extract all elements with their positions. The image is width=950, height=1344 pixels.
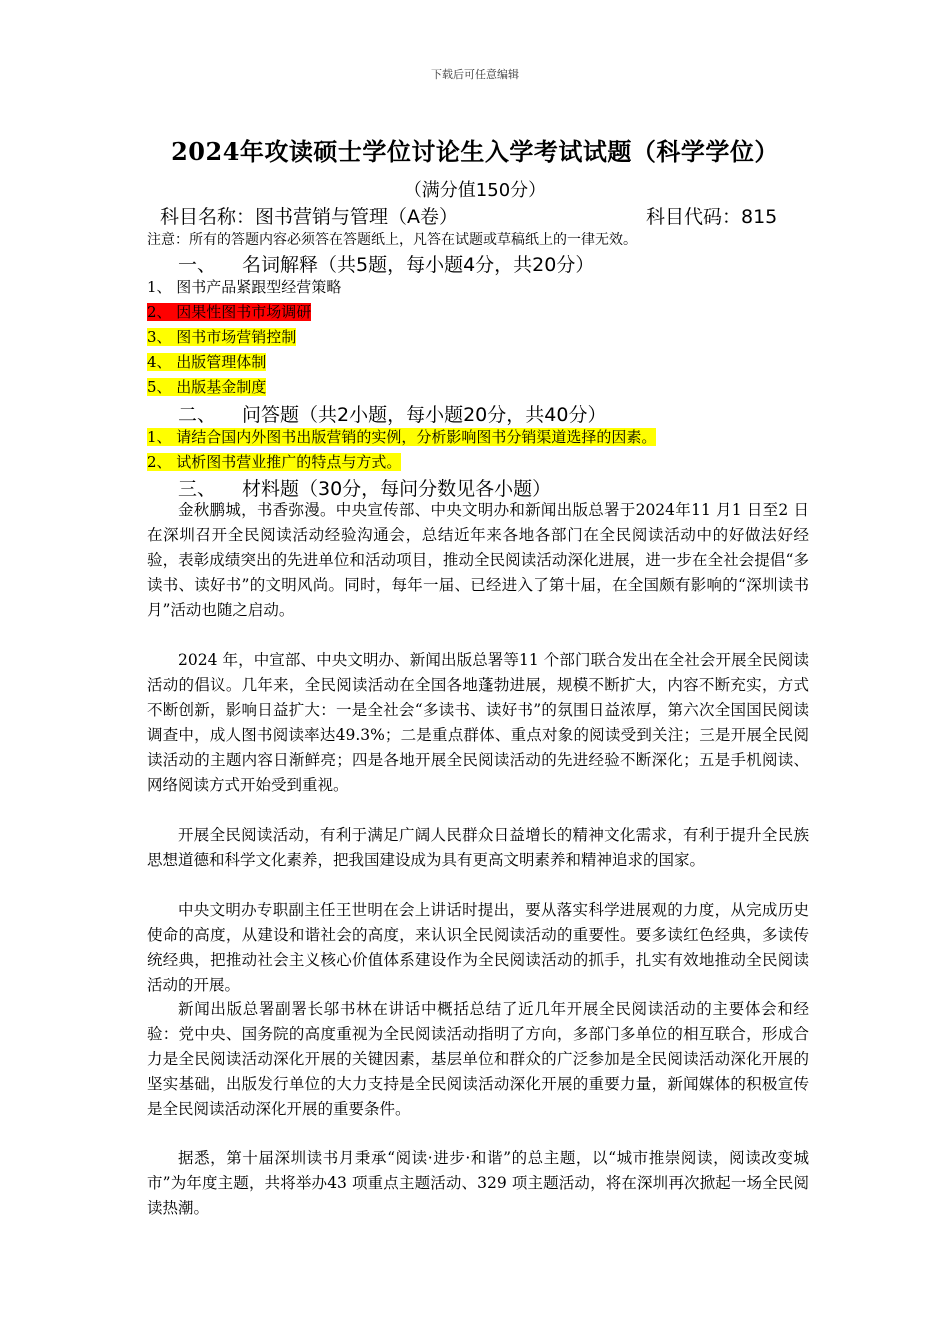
section1-number: 一、 bbox=[178, 254, 217, 276]
section3-number: 三、 bbox=[178, 478, 217, 500]
section1-heading bbox=[178, 250, 594, 277]
exam-notice: 注意：所有的答题内容必须答在答题纸上，凡答在试题或草稿纸上的一律无效。 bbox=[147, 232, 637, 248]
question-1-highlight: 分析影响图书分销渠道选择的因素。 bbox=[416, 428, 657, 446]
material-paragraph-1: 金秋鹏城，书香弥漫。中央宣传部、中央文明办和新闻出版总署于2024年11 月1 日至2 日在深圳召开全民阅读活动经验沟通会，总结近年来各地各部门在全民阅读活动中的好做法好经验，表彰成绩突出的先进单位和活动项目，推动全民阅读活动深化进展，进一步在全社会提倡“多读书、读好书”的文明风尚。同时，每年一届、已经进入了第十届，在全国颇有影响的“深圳读书月”活动也随之启动。 bbox=[147, 501, 809, 619]
subject-line bbox=[160, 202, 800, 229]
term-item-5-text: 5、 出版基金制度 bbox=[147, 378, 267, 396]
question-1 bbox=[147, 426, 656, 447]
question-2 bbox=[147, 451, 401, 472]
term-item-4-text: 4、 出版管理体制 bbox=[147, 353, 267, 371]
question-2-text: 2、 试析图书营业推广的特点与方式。 bbox=[147, 453, 402, 471]
page-header-note: 下载后可任意编辑 bbox=[431, 68, 519, 81]
subject-code: 科目代码：815 bbox=[646, 206, 778, 228]
full-score: （满分值150分） bbox=[403, 180, 547, 201]
exam-title: 2024年攻读硕士学位讨论生入学考试试题（科学学位） bbox=[171, 137, 779, 166]
material-paragraph-3: 开展全民阅读活动，有利于满足广阔人民群众日益增长的精神文化需求，有利于提升全民族思想道德和科学文化素养，把我国建设成为具有更高文明素养和精神追求的国家。 bbox=[147, 826, 809, 869]
term-item-3-text: 3、 图书市场营销控制 bbox=[147, 328, 297, 346]
material-paragraph-5: 新闻出版总署副署长邬书林在讲话中概括总结了近几年开展全民阅读活动的主要体会和经验：党中央、国务院的高度重视为全民阅读活动指明了方向，多部门多单位的相互联合，形成合力是全民阅读活动深化开展的关键因素，基层单位和群众的广泛参加是全民阅读活动深化开展的坚实基础，出版发行单位的大力支持是全民阅读活动深化开展的重要力量，新闻媒体的积极宣传是全民阅读活动深化开展的重要条件。 bbox=[147, 1000, 809, 1118]
term-item-1: 1、 图书产品紧跟型经营策略 bbox=[147, 278, 342, 296]
section3-title: 材料题（30分，每问分数见各小题） bbox=[242, 478, 552, 500]
term-item-4 bbox=[147, 351, 266, 372]
section2-heading bbox=[178, 400, 606, 427]
term-item-2 bbox=[147, 301, 311, 322]
section2-number: 二、 bbox=[178, 404, 217, 426]
term-item-5 bbox=[147, 376, 266, 397]
term-item-3 bbox=[147, 326, 296, 347]
question-1-plain: 1、 请结合国内外图书出版营销的实例， bbox=[147, 428, 417, 446]
section3-heading bbox=[178, 474, 551, 501]
term-item-2-text: 2、 因果性图书市场调研 bbox=[147, 303, 312, 321]
material-paragraph-2: 2024 年，中宣部、中央文明办、新闻出版总署等11 个部门联合发出在全社会开展全民阅读活动的倡议。几年来，全民阅读活动在全国各地蓬勃进展，规模不断扩大，内容不断充实，方式不断创新，影响日益扩大：一是全社会“多读书、读好书”的氛围日益浓厚，第六次全国国民阅读调查中，成人图书阅读率达49.3%；二是重点群体、重点对象的阅读受到关注；三是开展全民阅读活动的主题内容日渐鲜亮；四是各地开展全民阅读活动的先进经验不断深化；五是手机阅读、网络阅读方式开始受到重视。 bbox=[147, 651, 809, 794]
material-paragraph-6: 据悉，第十届深圳读书月秉承“阅读·进步·和谐”的总主题，以“城市推崇阅读，阅读改变城市”为年度主题，共将举办43 项重点主题活动、329 项主题活动，将在深圳再次掀起一场全民阅读热潮。 bbox=[147, 1149, 809, 1217]
section2-title: 问答题（共2小题，每小题20分，共40分） bbox=[242, 404, 607, 426]
section1-title: 名词解释（共5题，每小题4分，共20分） bbox=[242, 254, 595, 276]
material-paragraph-4: 中央文明办专职副主任王世明在会上讲话时提出，要从落实科学进展观的力度，从完成历史使命的高度，从建设和谐社会的高度，来认识全民阅读活动的重要性。要多读红色经典，多读传统经典，把推动社会主义核心价值体系建设作为全民阅读活动的抓手，扎实有效地推动全民阅读活动的开展。 bbox=[147, 901, 809, 994]
subject-name: 科目名称：图书营销与管理（A卷） bbox=[160, 206, 458, 228]
